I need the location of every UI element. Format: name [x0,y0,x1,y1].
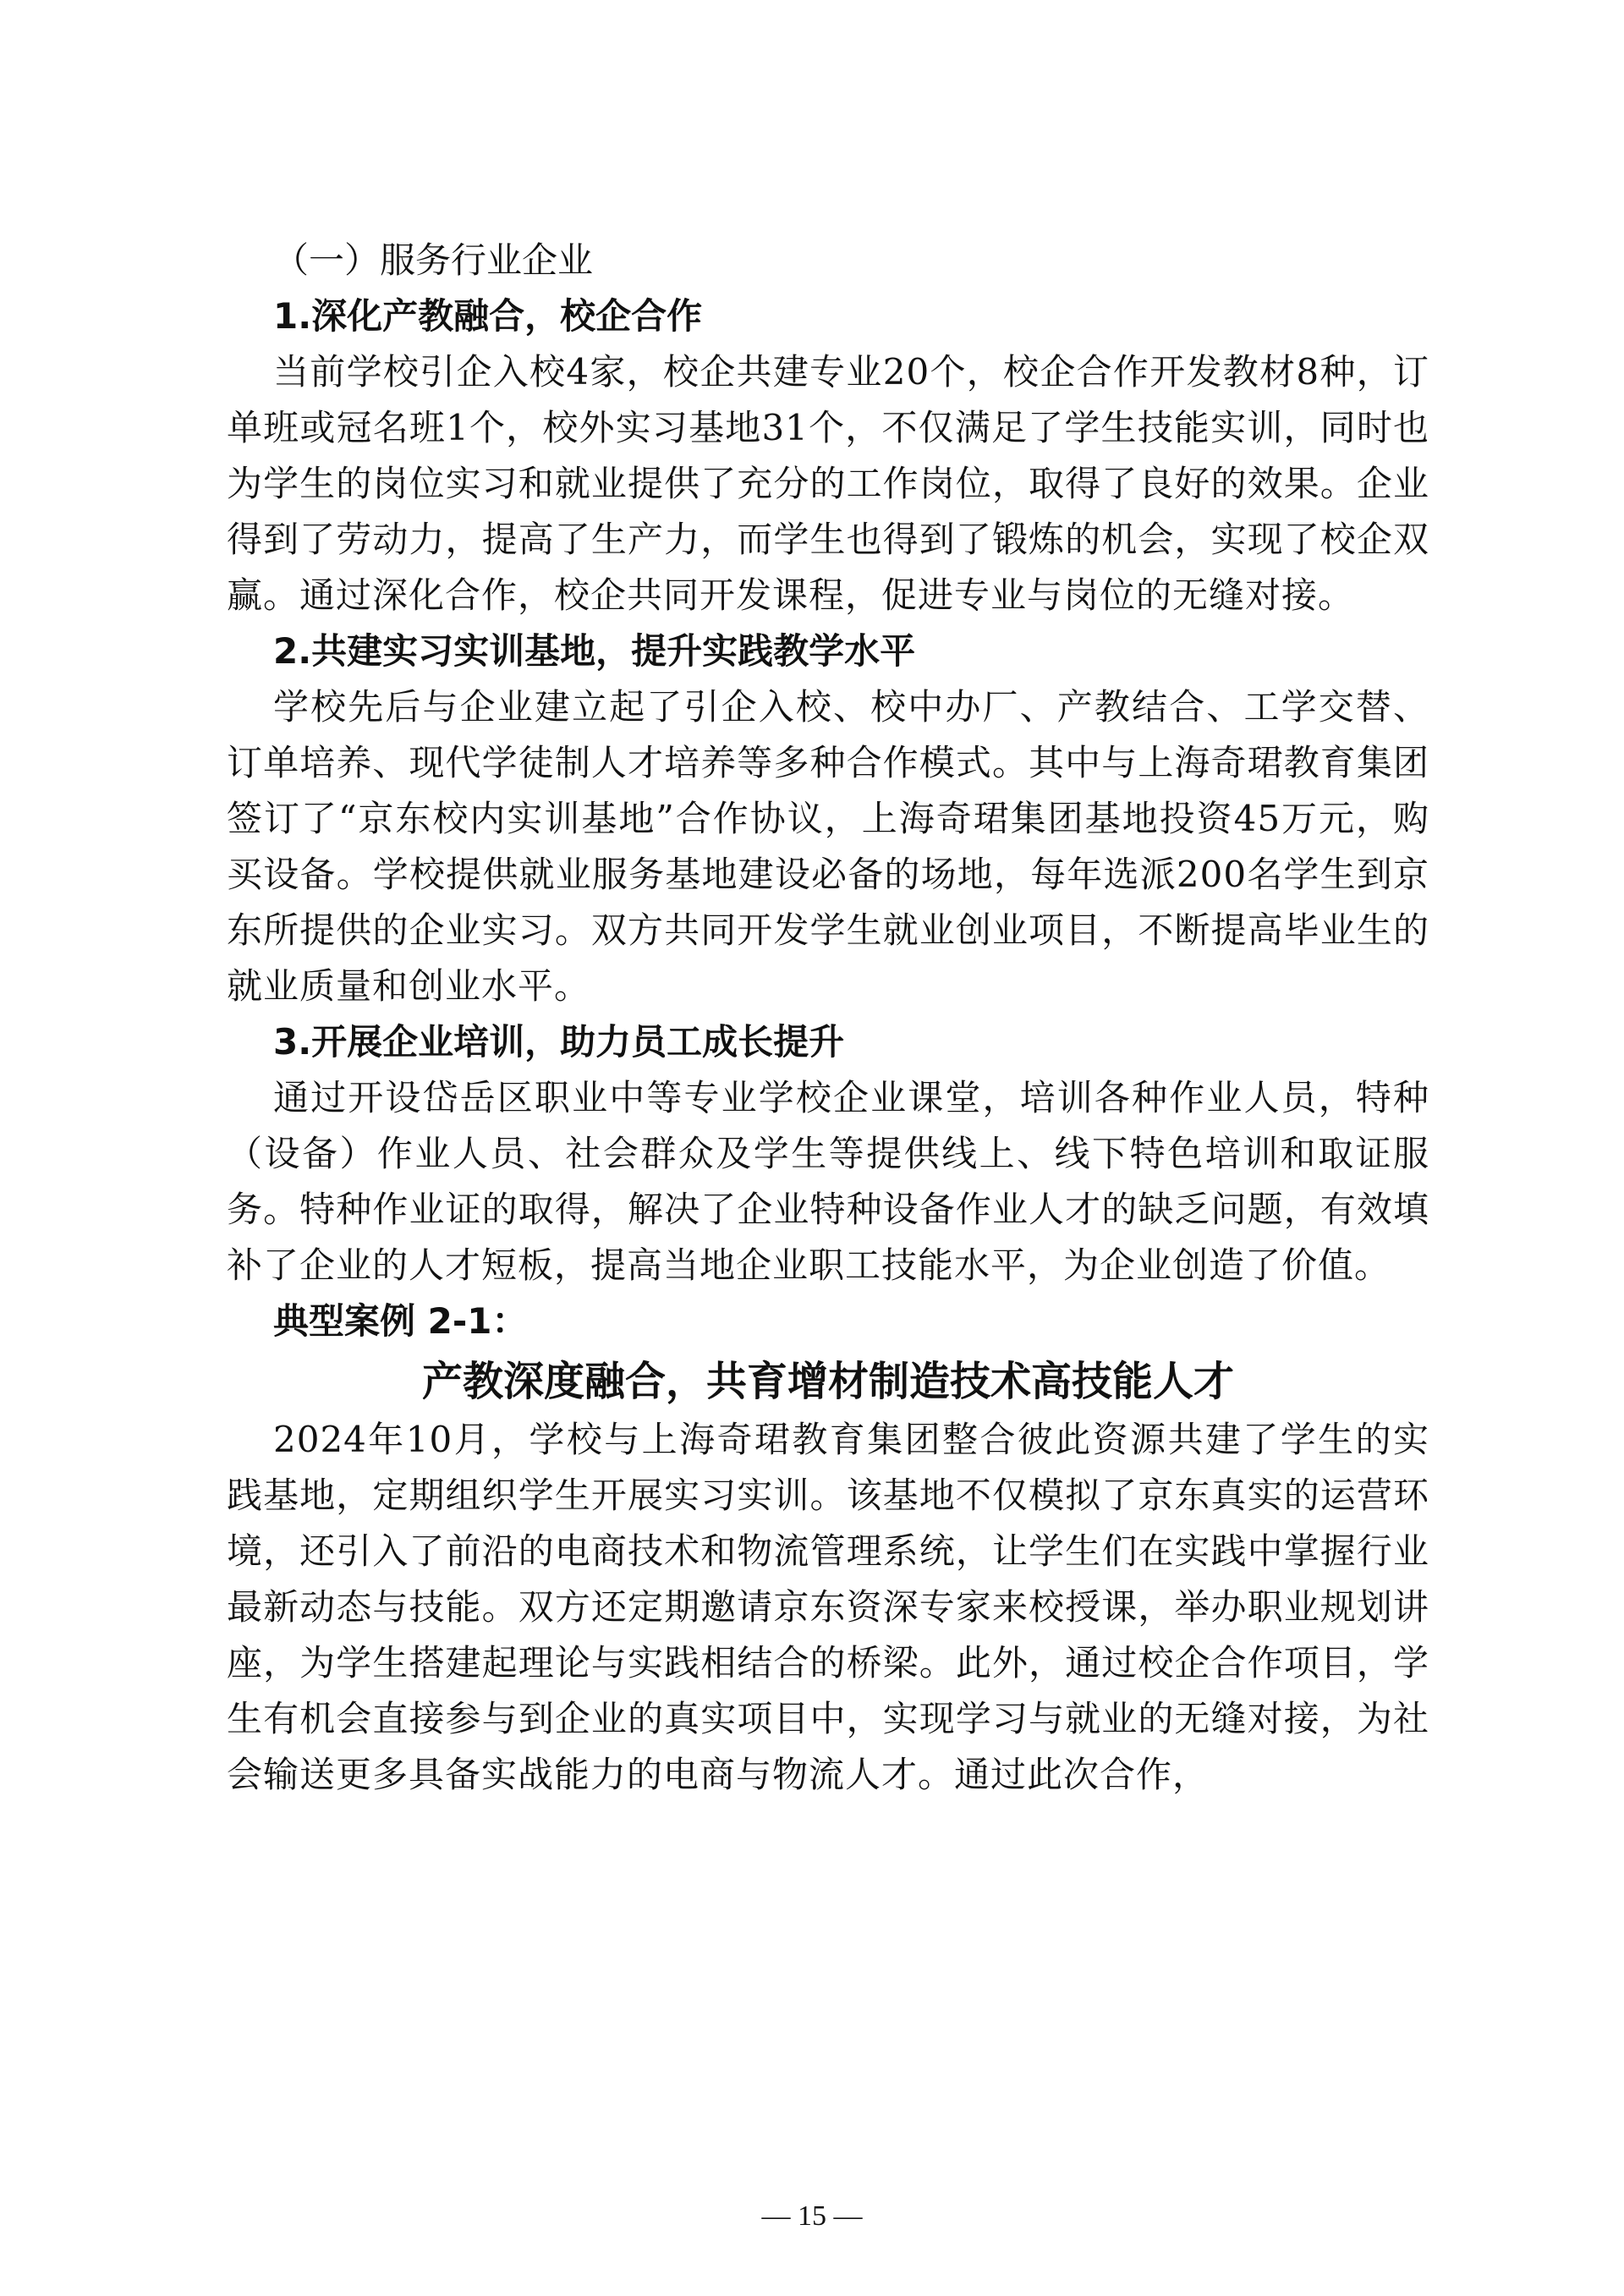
subsection-2-paragraph: 学校先后与企业建立起了引企入校、校中办厂、产教结合、工学交替、订单培养、现代学徒制人才培养等多种合作模式。其中与上海奇珺教育集团签订了“京东校内实训基地”合作协议，上海奇珺集团基地投资45万元，购买设备。学校提供就业服务基地建设必备的场地，每年选派200名学生到京东所提供的企业实习。双方共同开发学生就业创业项目，不断提高毕业生的就业质量和创业水平。 [227,686,1429,1007]
subsection-3-title: 3.开展企业培训，助力员工成长提升 [273,1021,845,1063]
section-heading: （一）服务行业企业 [273,239,594,281]
page-number: — 15 — [761,2200,863,2232]
case-paragraph: 2024年10月，学校与上海奇珺教育集团整合彼此资源共建了学生的实践基地，定期组织学生开展实习实训。该基地不仅模拟了京东真实的运营环境，还引入了前沿的电商技术和物流管理系统，让学生们在实践中掌握行业最新动态与技能。双方还定期邀请京东资深专家来校授课，举办职业规划讲座，为学生搭建起理论与实践相结合的桥梁。此外，通过校企合作项目，学生有机会直接参与到企业的真实项目中，实现学习与就业的无缝对接，为社会输送更多具备实战能力的电商与物流人才。通过此次合作， [227,1419,1429,1795]
subsection-1-title: 1.深化产教融合，校企合作 [273,295,703,337]
case-label: 典型案例 2-1： [273,1300,528,1342]
subsection-3-paragraph: 通过开设岱岳区职业中等专业学校企业课堂，培训各种作业人员，特种（设备）作业人员、社会群众及学生等提供线上、线下特色培训和取证服务。特种作业证的取得，解决了企业特种设备作业人才的缺乏问题，有效填补了企业的人才短板，提高当地企业职工技能水平，为企业创造了价值。 [227,1077,1429,1286]
subsection-2-title: 2.共建实习实训基地，提升实践教学水平 [273,630,916,672]
subsection-1-paragraph: 当前学校引企入校4家，校企共建专业20个，校企合作开发教材8种，订单班或冠名班1个，校外实习基地31个，不仅满足了学生技能实训，同时也为学生的岗位实习和就业提供了充分的工作岗位，取得了良好的效果。企业得到了劳动力，提高了生产力，而学生也得到了锻炼的机会，实现了校企双赢。通过深化合作，校企共同开发课程，促进专业与岗位的无缝对接。 [227,351,1429,616]
page-content [227,233,1429,1803]
case-title: 产教深度融合，共育增材制造技术高技能人才 [421,1358,1234,1405]
